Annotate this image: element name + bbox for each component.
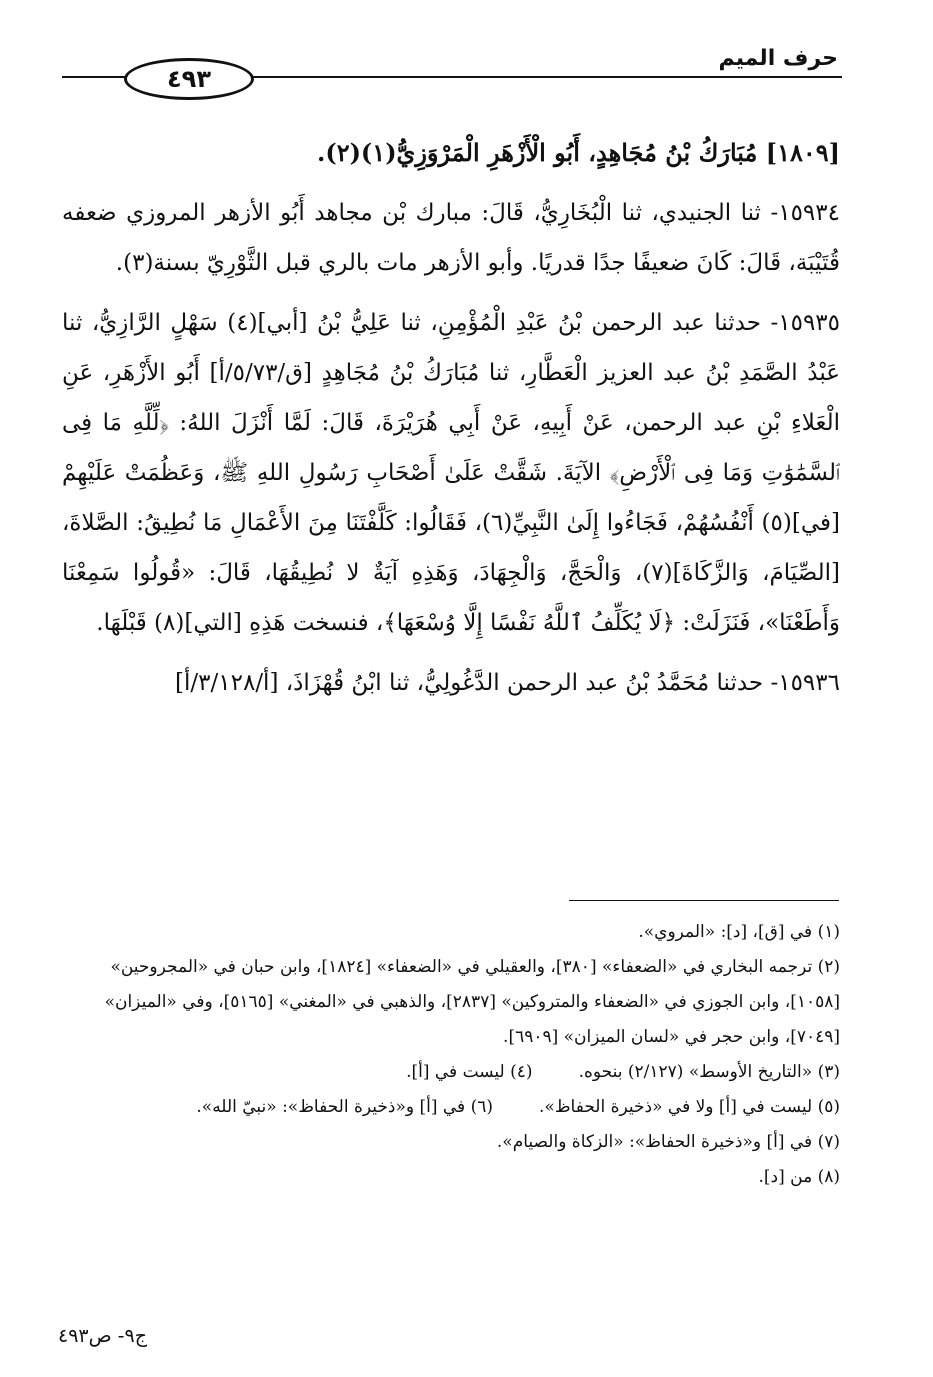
running-title: حرف الميم xyxy=(718,46,838,71)
footnote-7: (٧) في [أ] و«ذخيرة الحفاظ»: «الزكاة والصيام». xyxy=(496,1132,840,1152)
main-text xyxy=(62,128,840,708)
entry-heading: [١٨٠٩] مُبَارَكُ بْنُ مُجَاهِدٍ، أَبُو الْأَزْهَرِ الْمَرْوَزِيُّ(١)(٢). xyxy=(316,138,840,167)
hadith-15934: ١٥٩٣٤- ثنا الجنيدي، ثنا الْبُخَارِيُّ، قَالَ: مبارك بْن مجاهد أَبُو الأزهر المروزي ضعفه قُتَيْبَة، قَالَ: كَانَ ضعيفًا جدًا قدريًا. وأبو الأزهر مات بالري قبل الثَّوْرِيّ بسنة(٣). xyxy=(62,200,840,276)
footnote-rule xyxy=(569,900,839,901)
footnote-8: (٨) من [د]. xyxy=(758,1167,840,1187)
footnote-5: (٥) ليست في [أ] ولا في «ذخيرة الحفاظ». xyxy=(539,1097,840,1117)
volume-page-signature: ج٩- ص٤٩٣ xyxy=(58,1325,147,1347)
footnote-6: (٦) في [أ] و«ذخيرة الحفاظ»: «نبيّ الله». xyxy=(196,1097,494,1117)
footnote-3: (٣) «التاريخ الأوسط» (٢/١٢٧) بنحوه. xyxy=(578,1062,840,1082)
footnote-1: (١) في [ق]، [د]: «المروي». xyxy=(638,922,840,942)
hadith-15936: ١٥٩٣٦- حدثنا مُحَمَّدُ بْنُ عبد الرحمن الدَّغُولِيُّ، ثنا ابْنُ قُهْزَاذَ، [أ/٣/١٢٨/أ] xyxy=(175,670,840,696)
page-number: ٤٩٣ xyxy=(124,58,254,100)
footnote-row xyxy=(62,1055,840,1090)
hadith-15935: ١٥٩٣٥- حدثنا عبد الرحمن بْنُ عَبْدِ الْمُؤْمِنِ، ثنا عَلِيُّ بْنُ [أبي](٤) سَهْلٍ الرَّازِيُّ، ثنا عَبْدُ الصَّمَدِ بْنُ عبد العزيز الْعَطَّارِ، ثنا مُبَارَكُ بْنُ مُجَاهِدٍ [ق/٥/٧٣/أ] أَبُو الأَزْهَرِ، عَنِ الْعَلاءِ بْنِ عبد الرحمن، عَنْ أَبِيهِ، عَنْ أَبِي هُرَيْرَةَ، قَالَ: لَمَّا أَنْزَلَ اللهُ: ﴿لِّلَّهِ مَا فِى ٱلسَّمَٰوَٰتِ وَمَا فِى ٱلْأَرْضِ﴾ الآيَةَ. شَقَّتْ عَلَىٰ أَصْحَابِ رَسُولِ اللهِ ﷺ، وَعَظُمَتْ عَلَيْهِمْ [في](٥) أَنْفُسُهُمْ، فَجَاءُوا إِلَىٰ النَّبِيِّ(٦)، فَقَالُوا: كَلَّفْتَنَا مِنَ الأَعْمَالِ مَا نُطِيقُ: الصَّلاةَ، [الصِّيَامَ، وَالزَّكَاةَ](٧)، وَالْحَجَّ، وَالْجِهَادَ، وَهَذِهِ آيَةٌ لا نُطِيقُهَا، قَالَ: «قُولُوا سَمِعْنَا وَأَطَعْنَا»، فَنَزَلَتْ: ﴿لَا يُكَلِّفُ ٱللَّهُ نَفْسًا إِلَّا وُسْعَهَا﴾، فنسخت هَذِهِ [التي](٨) قَبْلَهَا. xyxy=(62,310,841,636)
page-header xyxy=(62,40,842,110)
footnote-4: (٤) ليست في [أ]. xyxy=(406,1062,533,1082)
footnote-row xyxy=(62,1090,840,1125)
footnotes xyxy=(62,915,840,1195)
footnote-2: (٢) ترجمه البخاري في «الضعفاء» [٣٨٠]، والعقيلي في «الضعفاء» [١٨٢٤]، وابن حبان في «المجروحين» [١٠٥٨]، وابن الجوزي في «الضعفاء والمتروكين» [٢٨٣٧]، والذهبي في «المغني» [٥١٦٥]، وفي «الميزان» [٧٠٤٩]، وابن حجر في «لسان الميزان» [٦٩٠٩]. xyxy=(104,957,840,1047)
